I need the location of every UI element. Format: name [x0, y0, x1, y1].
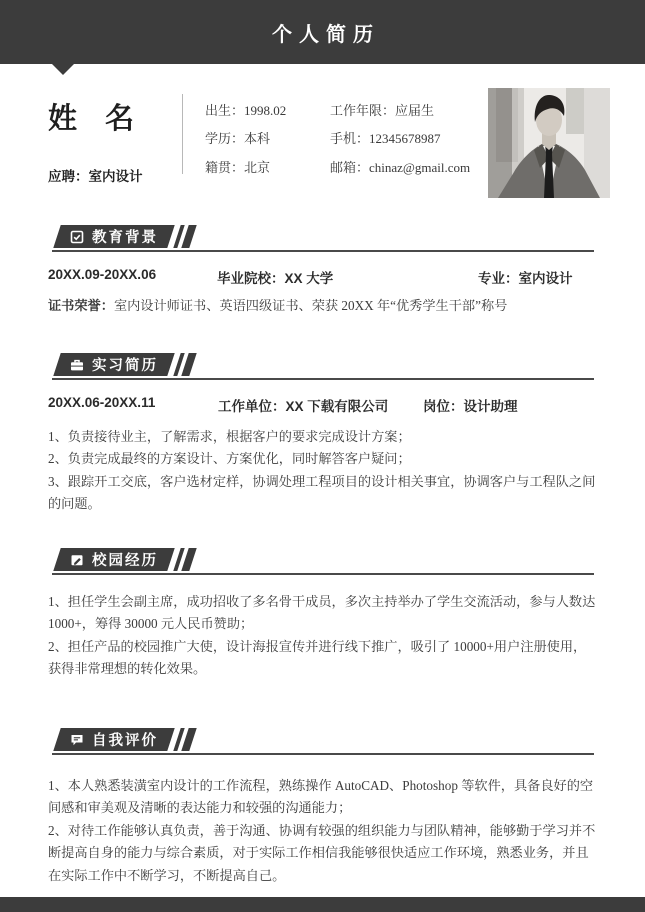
education-major: 专业：室内设计: [478, 271, 573, 286]
profile-info-grid: [183, 88, 488, 198]
resume-body: [0, 225, 645, 887]
section-underline: [52, 573, 594, 575]
education-badge-row: [48, 225, 597, 248]
applying-position: 应聘：室内设计: [48, 169, 143, 184]
experience-field: 工作年限：应届生: [330, 102, 435, 118]
education-honors: [48, 295, 597, 318]
campus-badge: [53, 548, 174, 571]
campus-title: 校园经历: [92, 552, 158, 569]
campus-item: 2、担任产品的校园推广大使，设计海报宣传并进行线下推广，吸引了 10000+用户注册使用，获得非常理想的转化效果。: [48, 638, 587, 676]
checklist-icon: [70, 230, 84, 244]
evaluation-item: 1、本人熟悉装潢室内设计的工作流程，熟练操作 AutoCAD、Photoshop 等软件，具备良好的空间感和审美观及清晰的表达能力和较强的沟通能力；: [48, 777, 594, 815]
portrait-photo-image: [488, 88, 610, 198]
birth-field: 出生：1998.02: [205, 102, 287, 118]
info-row: [205, 124, 488, 153]
internship-meta-row: [48, 395, 597, 415]
education-title: 教育背景: [92, 230, 158, 246]
evaluation-badge: [53, 728, 174, 751]
internship-period: 20XX.06-20XX.11: [48, 394, 156, 410]
briefcase-icon: [70, 357, 84, 371]
section-underline: [52, 250, 594, 252]
hometown-field: 籍贯：北京: [205, 159, 271, 175]
internship-company: 工作单位：XX 下载有限公司: [218, 398, 389, 414]
page-title: 个人简历: [272, 23, 380, 46]
education-meta-row: [48, 267, 597, 287]
campus-item: 1、担任学生会副主席，成功招收了多名骨干成员，多次主持举办了学生交流活动，参与人数达 1000+，筹得 30000 元人民币赞助；: [48, 593, 596, 631]
section-underline: [52, 753, 594, 755]
phone-field: 手机：12345678987: [330, 131, 441, 147]
profile-section: [0, 75, 645, 198]
evaluation-title: 自我评价: [92, 732, 158, 749]
section-internship: [48, 353, 597, 516]
internship-position: 岗位：设计助理: [423, 398, 518, 414]
profile-name-block: [48, 88, 182, 198]
internship-duties: [48, 426, 597, 516]
honors-label: 证书荣誉：: [48, 298, 114, 313]
info-row: [205, 95, 488, 124]
section-education: [48, 225, 597, 318]
edit-note-icon: [70, 552, 84, 566]
degree-field: 学历：本科: [205, 131, 271, 147]
education-period: 20XX.09-20XX.06: [48, 267, 157, 282]
section-evaluation: [48, 728, 597, 888]
footer-bar: [0, 897, 645, 912]
profile-photo: [488, 88, 610, 198]
evaluation-header: [48, 728, 597, 755]
duty-item: 2、负责完成最终的方案设计、方案优化，同时解答客户疑问；: [48, 451, 411, 466]
education-school: 毕业院校：XX 大学: [217, 271, 334, 286]
honors-text: 室内设计师证书、英语四级证书、荣获 20XX 年“优秀学生干部”称号: [113, 298, 508, 313]
campus-header: [48, 548, 597, 575]
campus-experience-list: [48, 591, 597, 681]
header-pointer-triangle: [52, 64, 74, 75]
email-field: 邮箱：chinaz@gmail.com: [330, 159, 471, 175]
candidate-name: 姓 名: [48, 103, 145, 135]
info-row: [205, 152, 488, 181]
duty-item: 3、跟踪开工交底，客户选材定样，协调处理工程项目的设计相关事宜，协调客户与工程队之间的问题。: [48, 473, 596, 511]
speech-bubble-icon: [70, 732, 84, 746]
header-bar: [0, 0, 645, 64]
education-badge: [53, 225, 174, 248]
internship-badge: [53, 353, 174, 376]
duty-item: 1、负责接待业主，了解需求，根据客户的要求完成设计方案；: [48, 428, 411, 444]
internship-title: 实习简历: [92, 357, 158, 374]
section-underline: [52, 378, 594, 380]
section-campus: [48, 548, 597, 681]
internship-header: [48, 353, 597, 380]
education-header: [48, 225, 597, 252]
evaluation-list: [48, 775, 597, 888]
evaluation-item: 2、对待工作能够认真负责，善于沟通、协调有较强的组织能力与团队精神，能够勤于学习并不断提高自身的能力与综合素质，对于实际工作相信我能够很快适应工作环境，熟悉业务，并且在实际工作中不断学习，不断提高自己。: [48, 822, 596, 883]
